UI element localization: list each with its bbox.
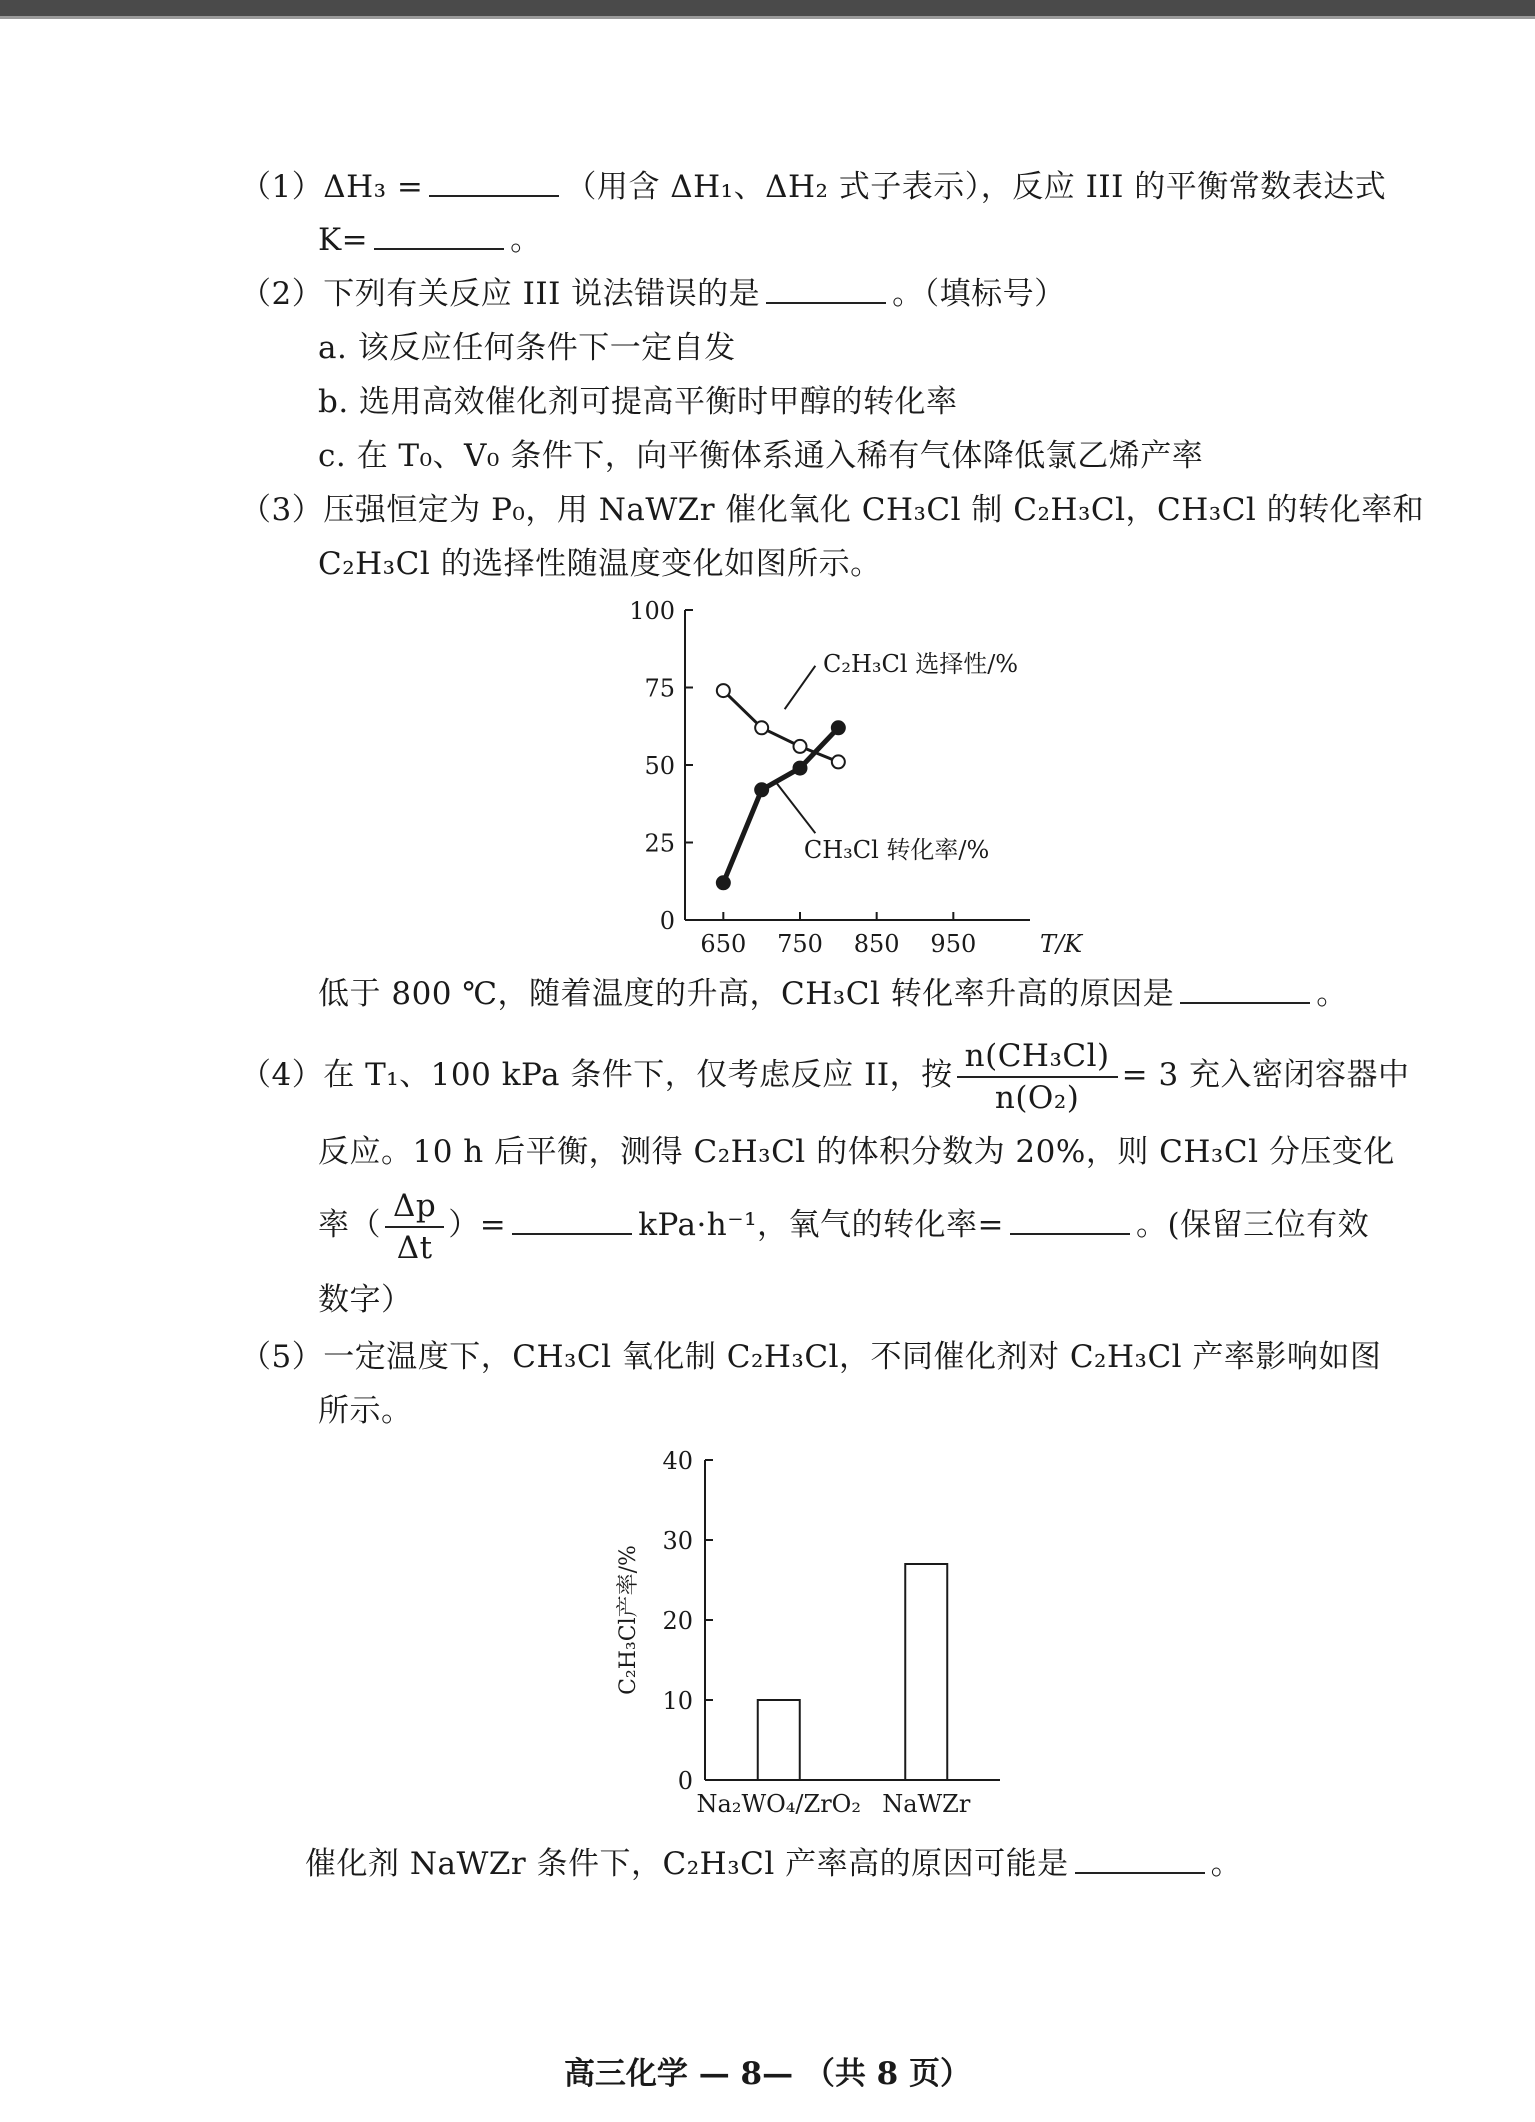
question-5-line-1: （5）一定温度下，CH₃Cl 氧化制 C₂H₃Cl，不同催化剂对 C₂H₃Cl 产率影响如图 — [240, 1339, 1382, 1375]
bar — [758, 1700, 800, 1780]
catalyst-bar-chart — [610, 1440, 1030, 1840]
scan-edge-top — [0, 0, 1535, 16]
series-line-selectivity — [723, 691, 838, 762]
rate-fraction — [385, 1186, 444, 1268]
y-tick-label: 40 — [662, 1447, 693, 1475]
x-axis-label: T/K — [1040, 930, 1083, 958]
answer-blank[interactable] — [1010, 1203, 1130, 1235]
q4-equals: ）= — [448, 1207, 507, 1243]
temperature-line-chart — [620, 590, 1100, 990]
q4-rate-label: 率（ — [318, 1207, 381, 1243]
question-3-line-1: （3）压强恒定为 P₀，用 NaWZr 催化氧化 CH₃Cl 制 C₂H₃Cl，CH₃Cl 的转化率和 — [240, 492, 1425, 528]
question-4-line-1 — [240, 1030, 1410, 1120]
question-1-line-1 — [240, 165, 1386, 209]
point-conversion — [793, 761, 807, 775]
y-tick-label: 0 — [677, 1767, 693, 1795]
y-tick-label: 0 — [659, 907, 675, 935]
q2-text: （2）下列有关反应 III 说法错误的是 — [240, 276, 761, 312]
fraction-denominator: n(O₂) — [994, 1079, 1080, 1116]
x-category-label: NaWZr — [882, 1790, 971, 1818]
series-label-selectivity: C₂H₃Cl 选择性/% — [823, 650, 1019, 678]
y-tick-label: 25 — [644, 829, 675, 858]
q1-k-label: K= — [318, 222, 369, 258]
point-conversion — [716, 876, 730, 890]
series-label-conversion: CH₃Cl 转化率/% — [803, 836, 990, 864]
leader-line-conversion — [777, 784, 815, 834]
q4-text-2: = 3 充入密闭容器中 — [1121, 1057, 1410, 1093]
question-3-line-2: C₂H₃Cl 的选择性随温度变化如图所示。 — [318, 546, 882, 582]
point-conversion — [755, 783, 769, 797]
answer-blank[interactable] — [766, 272, 886, 304]
answer-blank[interactable] — [1075, 1842, 1205, 1874]
punct: 。 — [1210, 1846, 1243, 1882]
question-1-line-2 — [318, 218, 542, 262]
answer-blank[interactable] — [512, 1203, 632, 1235]
point-selectivity — [794, 740, 807, 753]
q5-text: 催化剂 NaWZr 条件下，C₂H₃Cl 产率高的原因可能是 — [305, 1846, 1069, 1882]
q3-text: 低于 800 ℃，随着温度的升高，CH₃Cl 转化率升高的原因是 — [318, 976, 1175, 1012]
leader-line-selectivity — [785, 666, 816, 709]
question-2 — [240, 272, 1066, 316]
fraction-denominator: Δt — [396, 1229, 433, 1266]
point-selectivity — [755, 721, 768, 734]
x-tick-label: 750 — [777, 930, 823, 958]
q2-end: 。（填标号） — [892, 276, 1066, 312]
ratio-fraction — [957, 1036, 1118, 1118]
point-selectivity — [717, 684, 730, 697]
y-tick-label: 20 — [662, 1607, 693, 1635]
question-4-line-2: 反应。10 h 后平衡，测得 C₂H₃Cl 的体积分数为 20%，则 CH₃Cl 分压变化 — [318, 1134, 1395, 1170]
x-category-label: Na₂WO₄/ZrO₂ — [696, 1790, 861, 1818]
answer-blank[interactable] — [1180, 972, 1310, 1004]
bar — [905, 1564, 947, 1780]
page-footer: 高三化学 — 8— （共 8 页） — [563, 2056, 972, 2092]
q4-note: 。(保留三位有效 — [1136, 1207, 1370, 1243]
option-a: a. 该反应任何条件下一定自发 — [318, 330, 736, 366]
point-conversion — [831, 721, 845, 735]
x-tick-label: 850 — [853, 930, 900, 958]
q1-label: （1）ΔH₃ = — [240, 169, 424, 205]
question-3-line-3 — [318, 972, 1348, 1016]
x-tick-label: 950 — [930, 930, 977, 958]
x-tick-label: 650 — [700, 930, 747, 958]
question-5-line-3 — [305, 1842, 1242, 1886]
q4-text-1: （4）在 T₁、100 kPa 条件下，仅考虑反应 II，按 — [240, 1057, 953, 1093]
q1-text: （用含 ΔH₁、ΔH₂ 式子表示），反应 III 的平衡常数表达式 — [565, 169, 1387, 205]
fraction-numerator: n(CH₃Cl) — [957, 1036, 1118, 1078]
question-4-line-4: 数字） — [318, 1282, 413, 1318]
punct: 。 — [1316, 976, 1348, 1012]
scan-edge-top-shadow — [0, 16, 1535, 19]
option-c: c. 在 T₀、V₀ 条件下，向平衡体系通入稀有气体降低氯乙烯产率 — [318, 438, 1204, 474]
question-5-line-2: 所示。 — [318, 1393, 413, 1429]
fraction-numerator: Δp — [385, 1186, 444, 1228]
question-4-line-3 — [318, 1180, 1369, 1270]
point-selectivity — [832, 755, 845, 768]
y-tick-label: 10 — [662, 1687, 693, 1715]
q4-unit-text: kPa·h⁻¹，氧气的转化率= — [638, 1207, 1005, 1243]
punct: 。 — [510, 222, 542, 258]
y-tick-label: 50 — [644, 752, 675, 780]
answer-blank[interactable] — [429, 165, 559, 197]
y-tick-label: 100 — [629, 597, 675, 625]
y-axis-label: C₂H₃Cl产率/% — [616, 1545, 641, 1695]
y-tick-label: 30 — [662, 1527, 693, 1555]
y-tick-label: 75 — [644, 674, 675, 703]
answer-blank[interactable] — [374, 218, 504, 250]
option-b: b. 选用高效催化剂可提高平衡时甲醇的转化率 — [318, 384, 958, 420]
